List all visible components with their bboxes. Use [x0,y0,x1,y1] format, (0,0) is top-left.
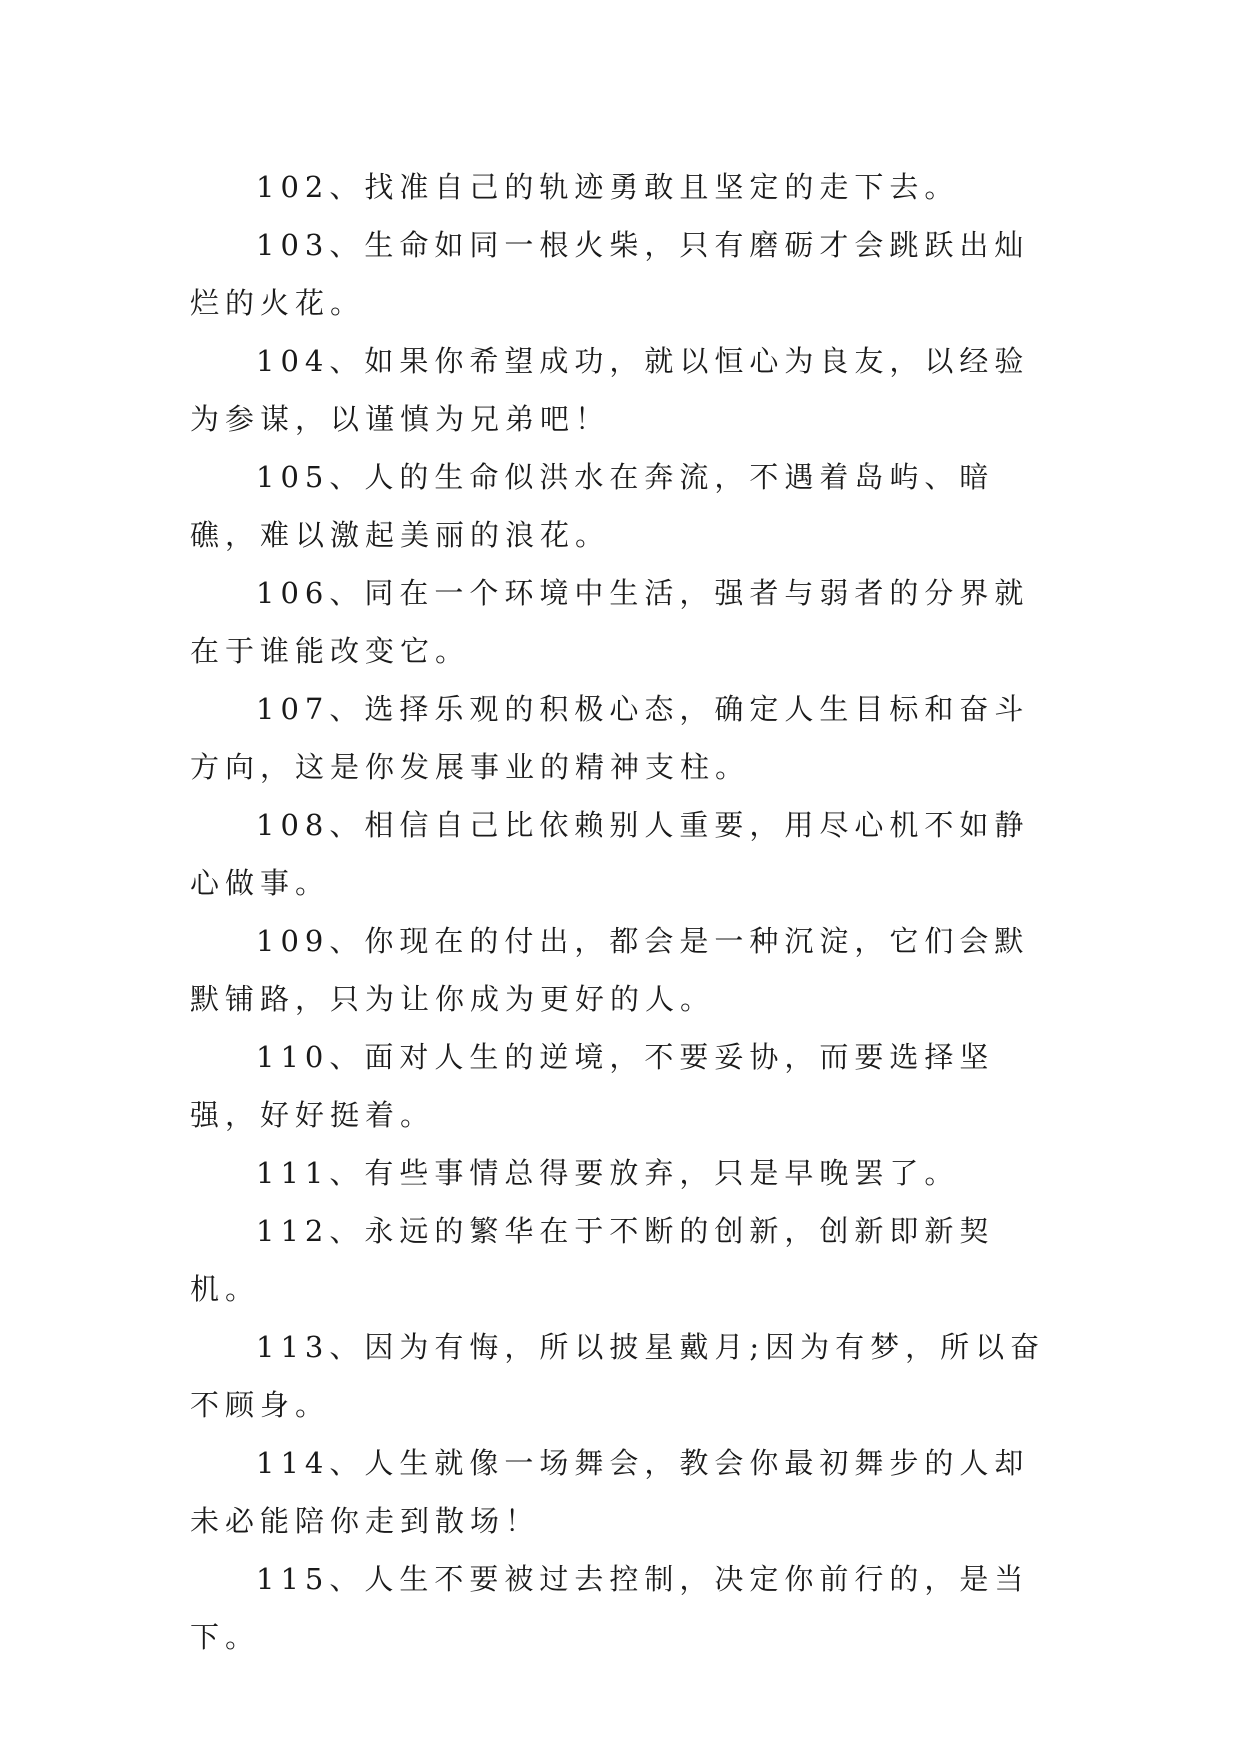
paragraph-109: 109、你现在的付出，都会是一种沉淀，它们会默默铺路，只为让你成为更好的人。 [190,924,1030,1016]
paragraph-102: 102、找准自己的轨迹勇敢且坚定的走下去。 [256,170,960,204]
paragraph-107: 107、选择乐观的积极心态，确定人生目标和奋斗方向，这是你发展事业的精神支柱。 [190,692,1030,784]
paragraph-105: 105、人的生命似洪水在奔流，不遇着岛屿、暗礁，难以激起美丽的浪花。 [190,460,995,552]
document-body [190,158,1050,1666]
paragraph-104: 104、如果你希望成功，就以恒心为良友，以经验为参谋，以谨慎为兄弟吧！ [190,344,1030,436]
paragraph-114: 114、人生就像一场舞会，教会你最初舞步的人却未必能陪你走到散场！ [190,1446,1030,1538]
paragraph-108: 108、相信自己比依赖别人重要，用尽心机不如静心做事。 [190,808,1030,900]
paragraph-103: 103、生命如同一根火柴，只有磨砺才会跳跃出灿烂的火花。 [190,228,1030,320]
paragraph-113: 113、因为有悔，所以披星戴月;因为有梦，所以奋不顾身。 [190,1330,1046,1422]
paragraph-111: 111、有些事情总得要放弃，只是早晚罢了。 [256,1156,960,1190]
paragraph-115: 115、人生不要被过去控制，决定你前行的，是当下。 [190,1562,1030,1654]
paragraph-106: 106、同在一个环境中生活，强者与弱者的分界就在于谁能改变它。 [190,576,1030,668]
paragraph-112: 112、永远的繁华在于不断的创新，创新即新契机。 [190,1214,995,1306]
paragraph-110: 110、面对人生的逆境，不要妥协，而要选择坚强，好好挺着。 [190,1040,995,1132]
